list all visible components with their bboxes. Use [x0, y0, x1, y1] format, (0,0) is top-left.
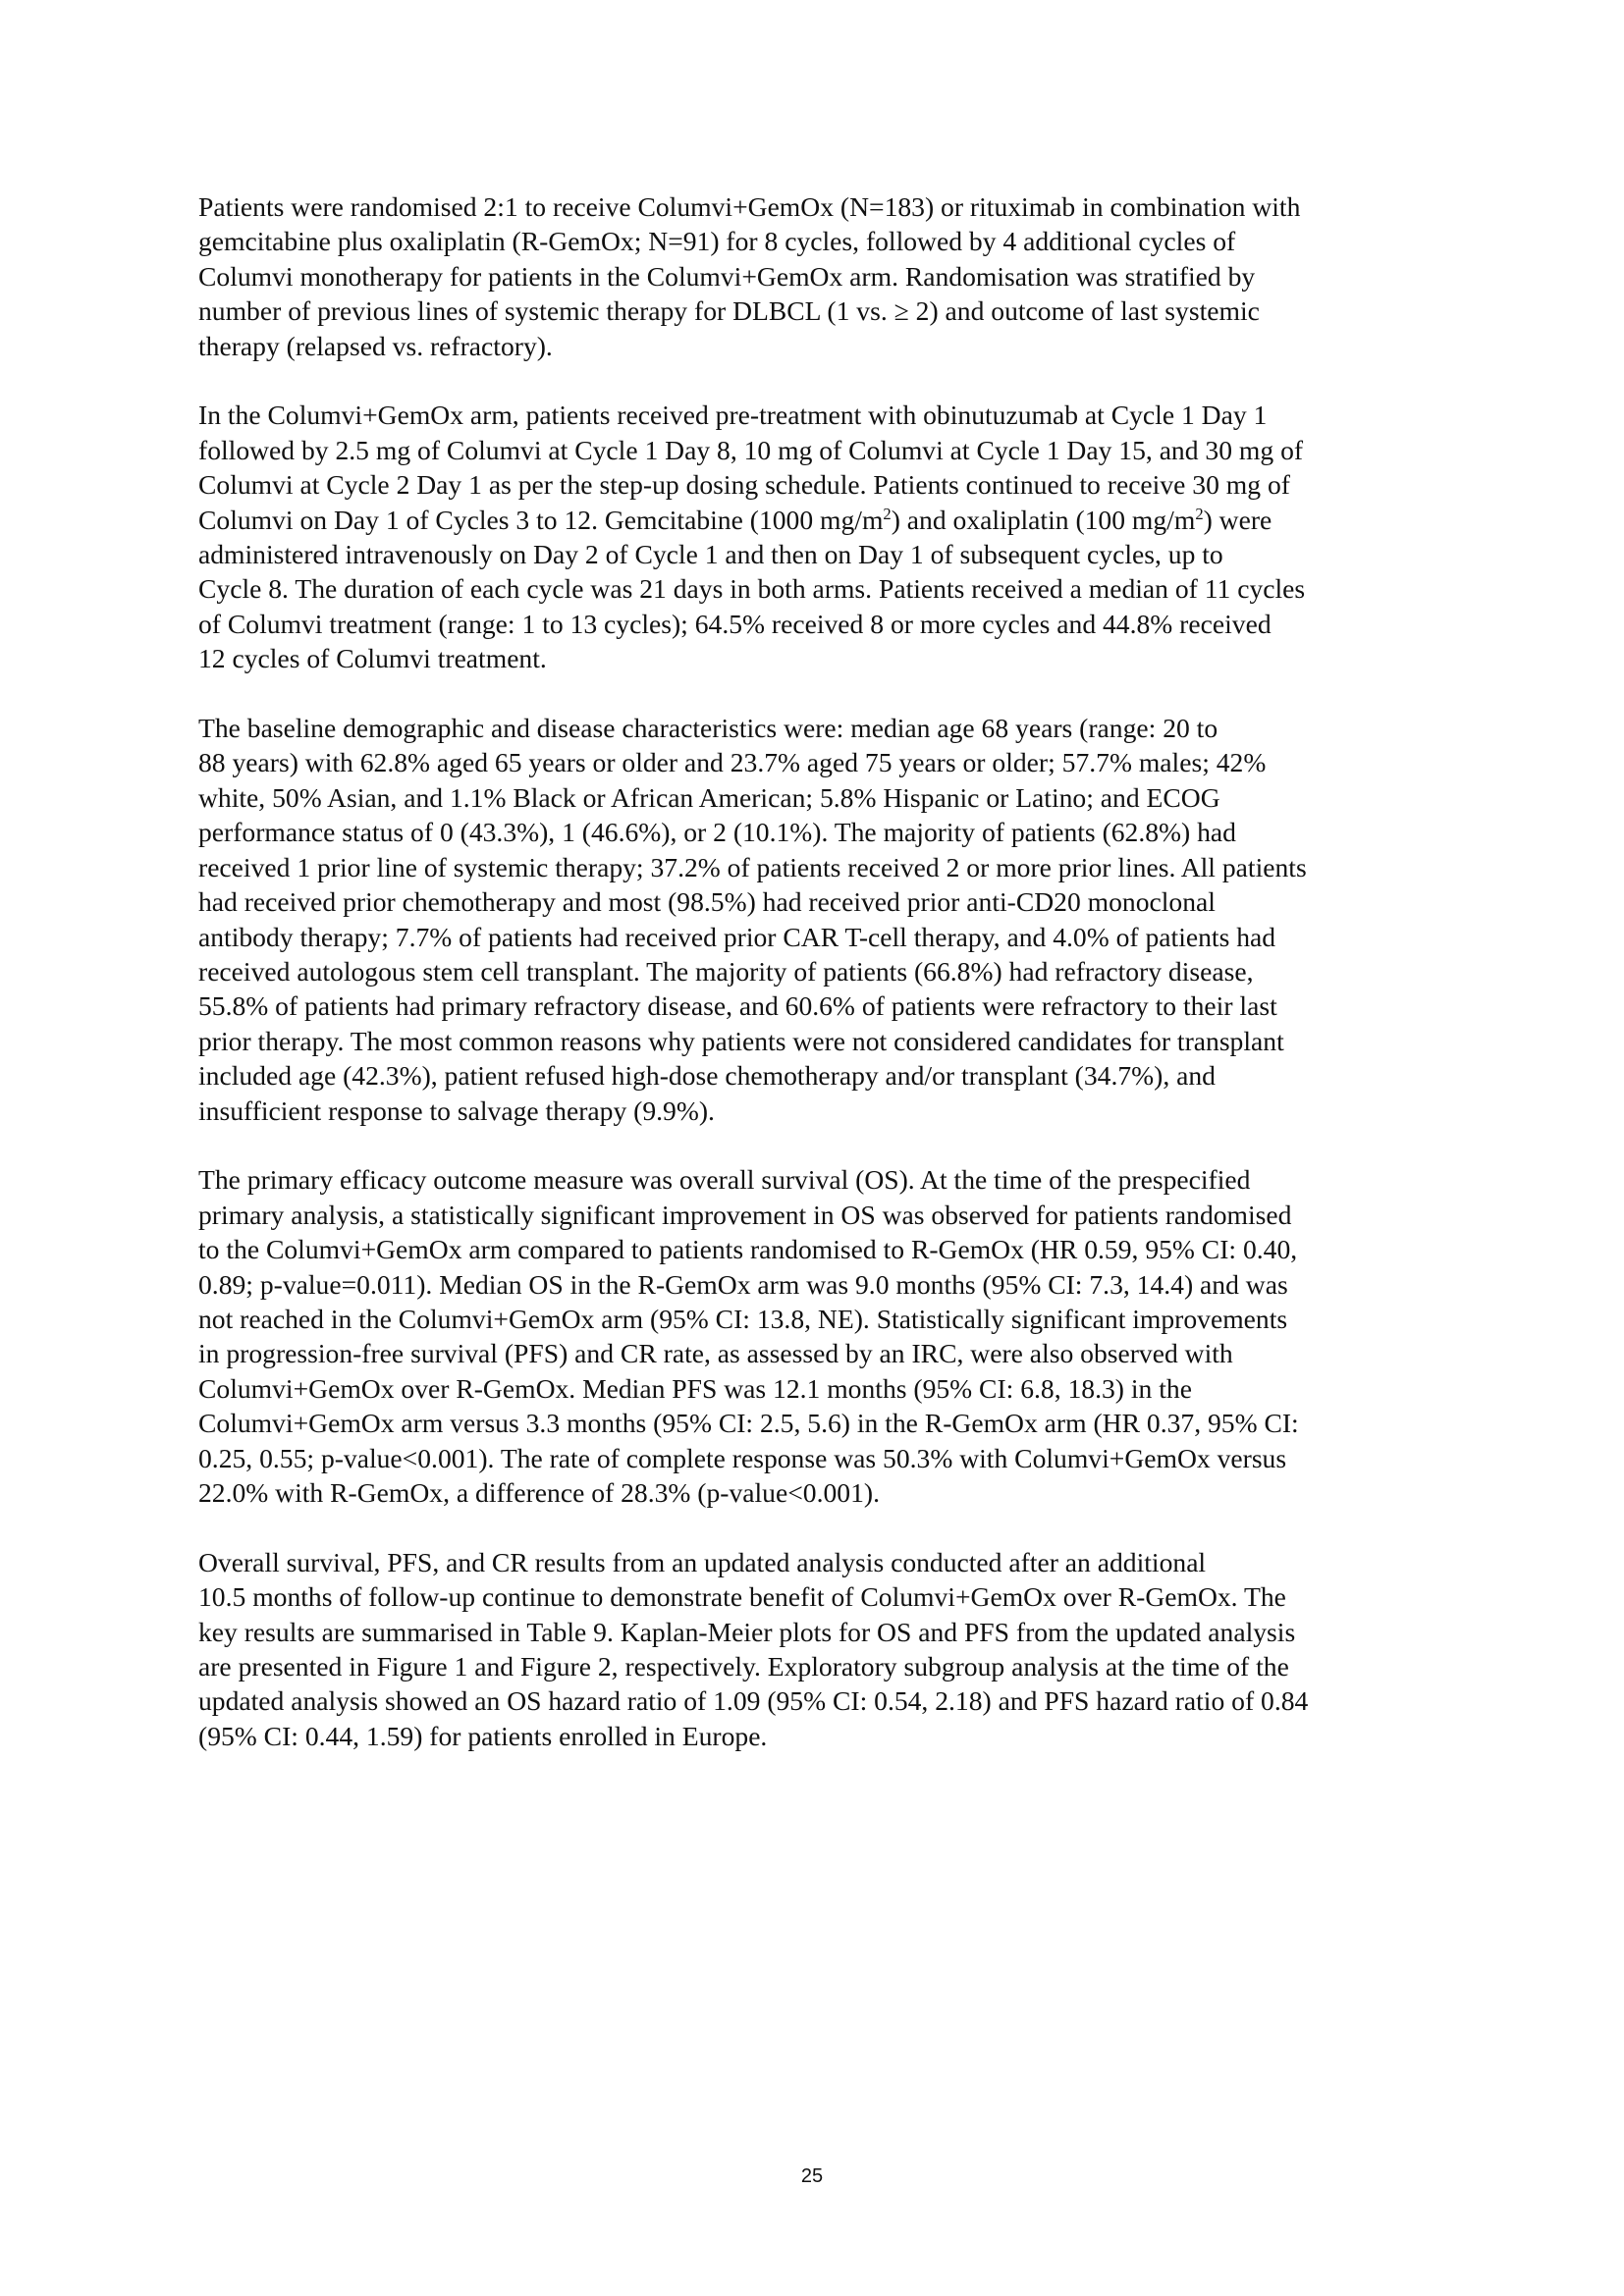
text-line [198, 884, 1443, 919]
text-line [198, 711, 1443, 745]
text-line [198, 1094, 1443, 1128]
text-segment: Columvi+GemOx over R-GemOx. Median PFS was 12.1 months (95% CI: 6.8, 18.3) in the [198, 1372, 1192, 1404]
text-segment: are presented in Figure 1 and Figure 2, respectively. Exploratory subgroup analysis at the time of the [198, 1651, 1289, 1682]
paragraph [198, 711, 1443, 1128]
text-line [198, 398, 1443, 432]
text-segment: 12 cycles of Columvi treatment. [198, 643, 547, 674]
text-line [198, 1232, 1443, 1266]
text-line [198, 433, 1443, 467]
text-segment: of Columvi treatment (range: 1 to 13 cycles); 64.5% received 8 or more cycles and 44.8% received [198, 608, 1272, 639]
text-line [198, 850, 1443, 884]
text-segment: ) and oxaliplatin (100 mg/m [891, 504, 1196, 535]
text-line [198, 1371, 1443, 1406]
text-segment: Columvi+GemOx arm versus 3.3 months (95% CI: 2.5, 5.6) in the R-GemOx arm (HR 0.37, 95% CI: [198, 1408, 1299, 1439]
text-segment: performance status of 0 (43.3%), 1 (46.6%), or 2 (10.1%). The majority of patients (62.8%) had [198, 817, 1236, 848]
text-line [198, 1579, 1443, 1614]
text-segment: 0.25, 0.55; p-value<0.001). The rate of complete response was 50.3% with Columvi+GemOx versus [198, 1442, 1287, 1473]
text-segment: 10.5 months of follow-up continue to demonstrate benefit of Columvi+GemOx over R-GemOx. The [198, 1581, 1286, 1613]
text-line [198, 1267, 1443, 1302]
text-segment: included age (42.3%), patient refused high-dose chemotherapy and/or transplant (34.7%), and [198, 1060, 1216, 1092]
text-line [198, 1545, 1443, 1579]
text-line [198, 780, 1443, 815]
text-line [198, 1719, 1443, 1753]
text-segment: 0.89; p-value=0.011). Median OS in the R-GemOx arm was 9.0 months (95% CI: 7.3, 14.4) and was [198, 1268, 1288, 1300]
text-line [198, 329, 1443, 363]
text-segment: The primary efficacy outcome measure was overall survival (OS). At the time of the prespecified [198, 1164, 1251, 1196]
text-line [198, 954, 1443, 988]
text-segment: received 1 prior line of systemic therapy; 37.2% of patients received 2 or more prior lines. All patients [198, 851, 1307, 882]
text-segment: In the Columvi+GemOx arm, patients received pre-treatment with obinutuzumab at Cycle 1 Day 1 [198, 400, 1268, 431]
paragraph [198, 189, 1443, 363]
text-segment: followed by 2.5 mg of Columvi at Cycle 1 Day 8, 10 mg of Columvi at Cycle 1 Day 15, and 30 mg of [198, 434, 1304, 465]
text-segment: Columvi monotherapy for patients in the Columvi+GemOx arm. Randomisation was stratified by [198, 260, 1256, 292]
text-line [198, 988, 1443, 1023]
text-segment: Columvi at Cycle 2 Day 1 as per the step-up dosing schedule. Patients continued to receive 30 mg of [198, 469, 1290, 501]
text-line [198, 920, 1443, 954]
text-segment: The baseline demographic and disease characteristics were: median age 68 years (range: 20 to [198, 713, 1218, 744]
text-segment: white, 50% Asian, and 1.1% Black or African American; 5.8% Hispanic or Latino; and ECOG [198, 781, 1220, 813]
text-line [198, 1475, 1443, 1510]
text-segment: (95% CI: 0.44, 1.59) for patients enrolled in Europe. [198, 1720, 768, 1751]
text-line [198, 1406, 1443, 1440]
text-segment: antibody therapy; 7.7% of patients had received prior CAR T-cell therapy, and 4.0% of patients had [198, 921, 1276, 952]
paragraph [198, 1162, 1443, 1510]
text-line [198, 1649, 1443, 1683]
page-number: 25 [800, 2165, 824, 2187]
text-segment: Patients were randomised 2:1 to receive Columvi+GemOx (N=183) or rituximab in combination with [198, 191, 1301, 222]
text-line [198, 224, 1443, 258]
text-segment: Cycle 8. The duration of each cycle was 21 days in both arms. Patients received a median of 11 cycles [198, 573, 1306, 605]
text-line [198, 189, 1443, 224]
text-segment: primary analysis, a statistically significant improvement in OS was observed for patients randomised [198, 1199, 1292, 1230]
text-segment: Columvi on Day 1 of Cycles 3 to 12. Gemcitabine (1000 mg/m [198, 504, 884, 535]
text-segment: therapy (relapsed vs. refractory). [198, 330, 553, 361]
text-line [198, 467, 1443, 502]
text-line [198, 1162, 1443, 1197]
text-segment: in progression-free survival (PFS) and CR rate, as assessed by an IRC, were also observed with [198, 1338, 1233, 1369]
text-segment: key results are summarised in Table 9. Kaplan-Meier plots for OS and PFS from the updated analysis [198, 1616, 1296, 1647]
text-line [198, 1302, 1443, 1336]
text-line [198, 1441, 1443, 1475]
text-segment: to the Columvi+GemOx arm compared to patients randomised to R-GemOx (HR 0.59, 95% CI: 0.40, [198, 1234, 1298, 1265]
paragraph [198, 1545, 1443, 1753]
text-segment: insufficient response to salvage therapy (9.9%). [198, 1095, 715, 1126]
superscript: 2 [883, 504, 892, 523]
text-segment: 88 years) with 62.8% aged 65 years or older and 23.7% aged 75 years or older; 57.7% males; 42% [198, 747, 1267, 778]
text-segment: received autologous stem cell transplant. The majority of patients (66.8%) had refractory disease, [198, 955, 1254, 987]
text-line [198, 503, 1443, 537]
text-segment: 55.8% of patients had primary refractory disease, and 60.6% of patients were refractory to their last [198, 990, 1277, 1022]
text-line [198, 1024, 1443, 1058]
text-line [198, 641, 1443, 675]
text-line [198, 571, 1443, 606]
text-segment: not reached in the Columvi+GemOx arm (95% CI: 13.8, NE). Statistically significant improvements [198, 1303, 1288, 1334]
text-line [198, 1198, 1443, 1232]
text-line [198, 607, 1443, 641]
text-segment: administered intravenously on Day 2 of Cycle 1 and then on Day 1 of subsequent cycles, up to [198, 539, 1223, 570]
body-text [198, 189, 1443, 1789]
text-segment: prior therapy. The most common reasons why patients were not considered candidates for transplant [198, 1025, 1284, 1056]
text-line [198, 1683, 1443, 1718]
text-line [198, 1336, 1443, 1370]
text-line [198, 745, 1443, 779]
text-line [198, 1615, 1443, 1649]
text-segment: number of previous lines of systemic therapy for DLBCL (1 vs. ≥ 2) and outcome of last systemic [198, 295, 1260, 327]
text-line [198, 1058, 1443, 1093]
text-line [198, 259, 1443, 294]
text-segment: ) were [1203, 504, 1272, 535]
text-line [198, 294, 1443, 328]
text-segment: 22.0% with R-GemOx, a difference of 28.3% (p-value<0.001). [198, 1476, 880, 1508]
text-segment: Overall survival, PFS, and CR results from an updated analysis conducted after an additional [198, 1546, 1207, 1577]
superscript: 2 [1195, 504, 1204, 523]
text-segment: gemcitabine plus oxaliplatin (R-GemOx; N=91) for 8 cycles, followed by 4 additional cycles of [198, 226, 1236, 257]
text-line [198, 815, 1443, 849]
text-line [198, 537, 1443, 571]
text-segment: had received prior chemotherapy and most (98.5%) had received prior anti-CD20 monoclonal [198, 886, 1216, 918]
paragraph [198, 398, 1443, 675]
text-segment: updated analysis showed an OS hazard ratio of 1.09 (95% CI: 0.54, 2.18) and PFS hazard ratio of 0.84 [198, 1685, 1309, 1717]
